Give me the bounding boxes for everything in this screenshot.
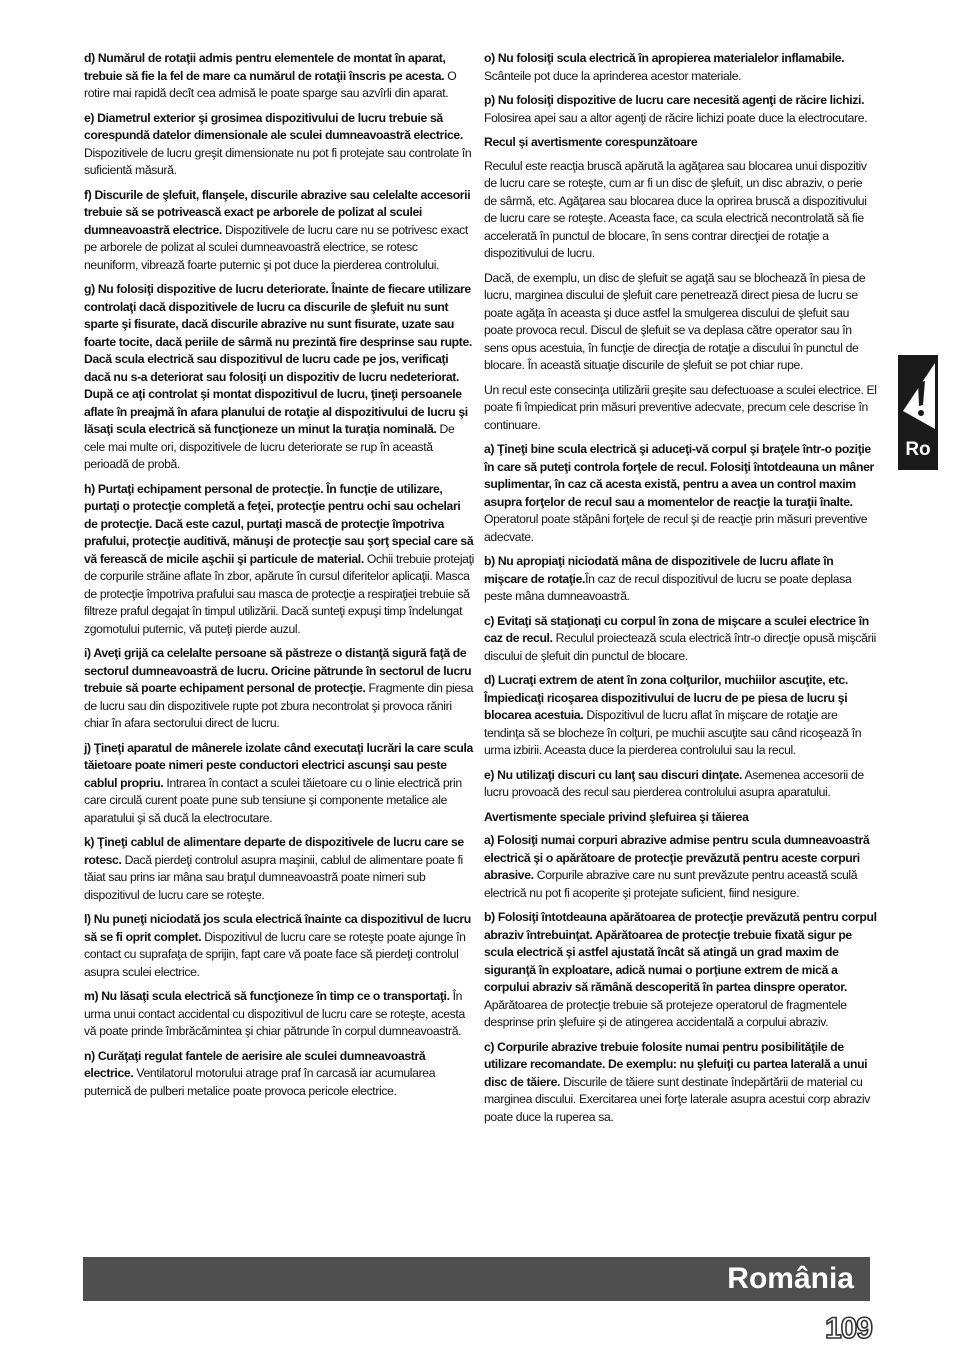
- instruction-bold-text: p) Nu folosiţi dispozitive de lucru care necesită agenţi de răcire lichizi.: [484, 93, 865, 107]
- instruction-bold-text: d) Lucraţi extrem de atent în zona colţurilor, muchiilor ascuţite, etc. Împiedicaţi ricoşarea dispozitivului de lucru de pe piesa de lucru şi blocarea acestuia.: [484, 673, 848, 722]
- right-column: [484, 50, 877, 1133]
- instruction-bold-text: m) Nu lăsaţi scula electrică să funcţioneze în timp ce o transportaţi.: [84, 989, 450, 1003]
- instruction-item: [84, 110, 474, 180]
- instruction-body-text: Corpurile abrazive care nu sunt prevăzute pentru această sculă electrică nu pot fi acoperite şi protejate suficient, fiind nesigure.: [484, 868, 858, 900]
- instruction-bold-text: Recul şi avertismente corespunzătoare: [484, 135, 698, 149]
- instruction-body-text: Dispozitivul de lucru aflat în mişcare de rotaţie are tendinţa să se blocheze în colţuri, pe muchii ascuţite sau când ricoşează în urma izbirii. Aceasta duce la pierderea controlului sau la recul.: [484, 708, 862, 757]
- instruction-bold-text: d) Numărul de rotaţii admis pentru elementele de montat în aparat, trebuie să fie la fel de mare ca numărul de rotaţii înscris pe acesta.: [84, 51, 446, 83]
- instruction-bold-text: g) Nu folosiţi dispozitive de lucru deteriorate. Înainte de fiecare utilizare controlaţi dacă dispozitivele de lucru ca discurile de şlefuit nu sunt sparte şi fisurate, dacă discurile abrazive nu sunt fisurate, uzate sau foarte tocite, dacă periile de sârmă nu prezintă fire desprinse sau rupte. Dacă scula electrică sau dispozitivul de lucru cade pe jos, verificaţi dacă nu s-a deteriorat sau folosiţi un dispozitiv de lucru nedeteriorat. După ce aţi controlat şi montat dispozitivul de lucru, ţineţi persoanele aflate în preajmă în afara planului de rotaţie al dispozitivului de lucru şi lăsaţi scula electrică să funcţioneze un minut la turaţia nominală.: [84, 282, 472, 436]
- instruction-item: [484, 441, 877, 546]
- instruction-item: [84, 481, 474, 639]
- footer-bar: [83, 1257, 870, 1301]
- instruction-bold-text: b) Nu apropiaţi niciodată mâna de dispozitivele de lucru aflate în mişcare de rotaţie.: [484, 554, 834, 586]
- instruction-bold-text: o) Nu folosiţi scula electrică în apropierea materialelor inflamabile.: [484, 51, 845, 65]
- instruction-body-text: O rotire mai rapidă decît cea admisă le poate sparge sau azvîrli din aparat.: [84, 68, 457, 100]
- instruction-item: [84, 281, 474, 474]
- instruction-item: [484, 50, 877, 85]
- instruction-body-text: Ventilatorul motorului atrage praf în carcasă iar acumularea puternică de pulberi metalice poate provoca pericole electrice.: [84, 1066, 436, 1098]
- instruction-item: [484, 613, 877, 666]
- instruction-item: [484, 1039, 877, 1127]
- instruction-body-text: Asemenea accesorii de lucru provoacă des recul sau pierderea controlului asupra aparatului.: [484, 767, 864, 799]
- instruction-bold-text: a) Folosiţi numai corpuri abrazive admise pentru scula dumneavoastră electrică şi o apărătoare de protecţie prevăzută pentru aceste corpuri abrasive.: [484, 833, 870, 882]
- instruction-bold-text: h) Purtaţi echipament personal de protecţie. În funcţie de utilizare, purtaţi o protecţie completă a feţei, protecţie pentru ochi sau ochelari de protecţie. Dacă este cazul, purtaţi mască de protecţie împotriva prafului, protecţie auditivă, mănuşi de protecţie sau şorţ special care să vă ferească de micile aşchii şi particule de material.: [84, 481, 474, 566]
- instruction-item: [484, 672, 877, 760]
- instruction-bold-text: e) Diametrul exterior şi grosimea dispozitivului de lucru trebuie să corespundă datelor dimensionale ale sculei dumneavoastră electrice.: [84, 110, 463, 142]
- instruction-item: [84, 740, 474, 828]
- instruction-body-text: Dispozitivele de lucru care nu se potrivesc exact pe arborele de polizat al sculei dumneavoastră electrice, se rotesc neuniform, vibrează foarte puternic şi pot duce la pierderea controlului.: [84, 222, 468, 272]
- instruction-body-text: Dispozitivul de lucru care se roteşte poate ajunge în contact cu suprafaţa de sprijin, fapt care vă poate face să pierdeţi controlul asupra sculei electrice.: [84, 929, 466, 979]
- warning-exclamation-icon: [901, 361, 935, 431]
- instruction-body-text: Discurile de tăiere sunt destinate îndepărtării de material cu marginea discului. Exercitarea unei forţe laterale asupra acestui corp abraziv poate duce la ruperea sa.: [484, 1074, 870, 1124]
- instruction-item: [84, 645, 474, 733]
- instruction-item: [84, 187, 474, 275]
- instruction-bold-text: f) Discurile de şlefuit, flanşele, discurile abrazive sau celelalte accesorii trebuie să se potrivească exact pe arborele de polizat al sculei dumneavoastră electrice.: [84, 187, 471, 237]
- instruction-body-text: Reculul proiectează scula electrică într-o direcţie opusă mişcării discului de şlefuit din punctul de blocare.: [484, 631, 876, 663]
- instruction-body-text: Apărătoarea de protecţie trebuie să protejeze operatorul de fragmentele desprinse prin şlefuire şi de atingerea accidentală a corpului abraziv.: [484, 997, 847, 1029]
- instruction-bold-text: k) Ţineţi cablul de alimentare departe de dispozitivele de lucru care se rotesc.: [84, 835, 464, 867]
- instruction-body-text: Un recul este consecinţa utilizării greşite sau defectuoase a sculei electrice. El poate fi împiedicat prin măsuri preventive adecvate, precum cele descrise în continuare.: [484, 382, 877, 432]
- instruction-body-text: Reculul este reacţia bruscă apărută la agăţarea sau blocarea unui dispozitiv de lucru care se roteşte, cum ar fi un disc de şlefuit, un disc abraziv, o perie de sârmă, etc. Agăţarea sau blocarea duce la oprirea bruscă a dispozitivului de lucru care se roteşte. Aceasta face, ca scula electrică necontrolată să fie accelerată în punctul de blocare, în sens contrar direcţiei de rotaţie a dispozitivului de lucru.: [484, 158, 867, 260]
- instruction-item: [484, 553, 877, 606]
- instruction-body-text: De cele mai multe ori, dispozitivele de lucru deteriorate se rup în această perioadă de probă.: [84, 422, 455, 471]
- instruction-body-text: Fragmente din piesa de lucru sau din dispozitivele rupte pot zbura necontrolat şi provoca răniri chiar în afara sectorului direct de lucru.: [84, 681, 474, 730]
- instruction-body-text: În urma unui contact accidental cu dispozitivul de lucru care se roteşte, acesta vă poate prinde îmbrăcămintea şi chiar pătrunde în corpul dumneavoastră.: [84, 989, 465, 1038]
- instruction-bold-text: Avertismente speciale privind şlefuirea şi tăierea: [484, 809, 749, 824]
- instruction-bold-text: j) Ţineţi aparatul de mânerele izolate când executaţi lucrări la care scula tăietoare poate nimeri peste conductori electrici ascunşi sau peste cablul propriu.: [84, 740, 473, 790]
- instruction-item: [84, 50, 474, 103]
- language-label: Ro: [905, 439, 931, 460]
- section-heading: [484, 134, 877, 152]
- instruction-body-text: Ochii trebuie protejaţi de corpurile străine aflate în zbor, apărute în cursul diferitelor aplicaţii. Masca de protecţie împotriva prafului sau masca de protecţie a respiraţiei trebuie să filtreze praful degajat în timpul utilizării. Dacă sunteţi expuşi timp îndelungat zgomotului puternic, vă puteţi pierde auzul.: [84, 551, 475, 636]
- instruction-item: [484, 92, 877, 127]
- instruction-body-text: Dispozitivele de lucru greşit dimensionate nu pot fi protejate sau controlate în suficientă măsură.: [84, 145, 472, 177]
- instruction-bold-text: e) Nu utilizaţi discuri cu lanţ sau discuri dinţate.: [484, 767, 743, 782]
- section-heading: [484, 809, 877, 827]
- instruction-bold-text: n) Curăţaţi regulat fantele de aerisire ale sculei dumneavoastră electrice.: [84, 1048, 426, 1080]
- paragraph: [484, 382, 877, 435]
- instruction-body-text: Dacă pierdeţi controlul asupra maşinii, cablul de alimentare poate fi tăiat sau prins iar mâna sau braţul dumneavoastră poate nimeri sub dispozitivul de lucru care se roteşte.: [84, 852, 463, 902]
- instruction-body-text: Intrarea în contact a sculei tăietoare cu o linie electrică prin care circulă curent poate pune sub tensiune şi componente metalice ale aparatului şi să ducă la electrocutare.: [84, 775, 462, 825]
- instruction-item: [484, 832, 877, 902]
- instruction-bold-text: l) Nu puneţi niciodată jos scula electrică înainte ca dispozitivul de lucru să se fi oprit complet.: [84, 912, 471, 944]
- language-side-tab: [898, 355, 938, 470]
- instruction-item: [84, 988, 474, 1041]
- instruction-item: [484, 767, 877, 802]
- instruction-bold-text: c) Corpurile abrazive trebuie folosite numai pentru posibilităţile de utilizare recomandate. De exemplu: nu şlefuiţi cu partea laterală a unui disc de tăiere.: [484, 1039, 868, 1089]
- footer-title: România: [727, 1262, 854, 1295]
- page-number: 109: [824, 1312, 872, 1345]
- instruction-body-text: Scânteile pot duce la aprinderea acestor materiale.: [484, 68, 742, 83]
- instruction-item: [84, 911, 474, 981]
- instruction-item: [84, 1048, 474, 1101]
- instruction-bold-text: b) Folosiţi întotdeauna apărătoarea de protecţie prevăzută pentru corpul abraziv întrebuinţat. Apărătoarea de protecţie trebuie fixată sigur pe scula electrică şi astfel ajustată încât să atingă un grad maxim de siguranţă în exploatare, adică numai o porţiune extrem de mică a corpului abraziv să rămână descoperită în partea dinspre operator.: [484, 910, 877, 994]
- instruction-item: [484, 909, 877, 1032]
- instruction-body-text: Operatorul poate stăpâni forţele de recul şi de reacţie prin măsuri preventive adecvate.: [484, 512, 868, 544]
- instruction-body-text: În caz de recul dispozitivul de lucru se poate deplasa peste mâna dumneavoastră.: [484, 571, 852, 603]
- instruction-bold-text: i) Aveţi grijă ca celelalte persoane să păstreze o distanţă sigură faţă de sectorul dumneavoastră de lucru. Oricine pătrunde în sectorul de lucru trebuie să poarte echipament personal de protecţie.: [84, 646, 472, 695]
- paragraph: [484, 270, 877, 375]
- instruction-body-text: Folosirea apei sau a altor agenţi de răcire lichizi poate duce la electrocutare.: [484, 110, 868, 125]
- instruction-item: [84, 834, 474, 904]
- instruction-body-text: Dacă, de exemplu, un disc de şlefuit se agaţă sau se blochează în piesa de lucru, marginea discului de şlefuit care penetrează direct piesa de lucru se poate agăţa în aceasta şi duce astfel la smulgerea discului de şlefuit sau poate provoca recul. Discul de şlefuit se va deplasa către operator sau în sens opus acestuia, în funcţie de direcţia de rotaţie a discului în punctul de blocare. În această situaţie discurile de şlefuit se pot chiar rupe.: [484, 270, 866, 372]
- paragraph: [484, 158, 877, 263]
- instruction-bold-text: a) Ţineţi bine scula electrică şi aduceţi-vă corpul şi braţele într-o poziţie în care să puteţi controla forţele de recul. Folosiţi întotdeauna un mâner suplimentar, în caz că acesta există, pentru a avea un control maxim asupra forţelor de recul sau a momentelor de reacţie la turaţii înalte.: [484, 442, 874, 509]
- left-column: [84, 50, 474, 1107]
- instruction-bold-text: c) Evitaţi să staţionaţi cu corpul în zona de mişcare a sculei electrice în caz de recul.: [484, 613, 869, 645]
